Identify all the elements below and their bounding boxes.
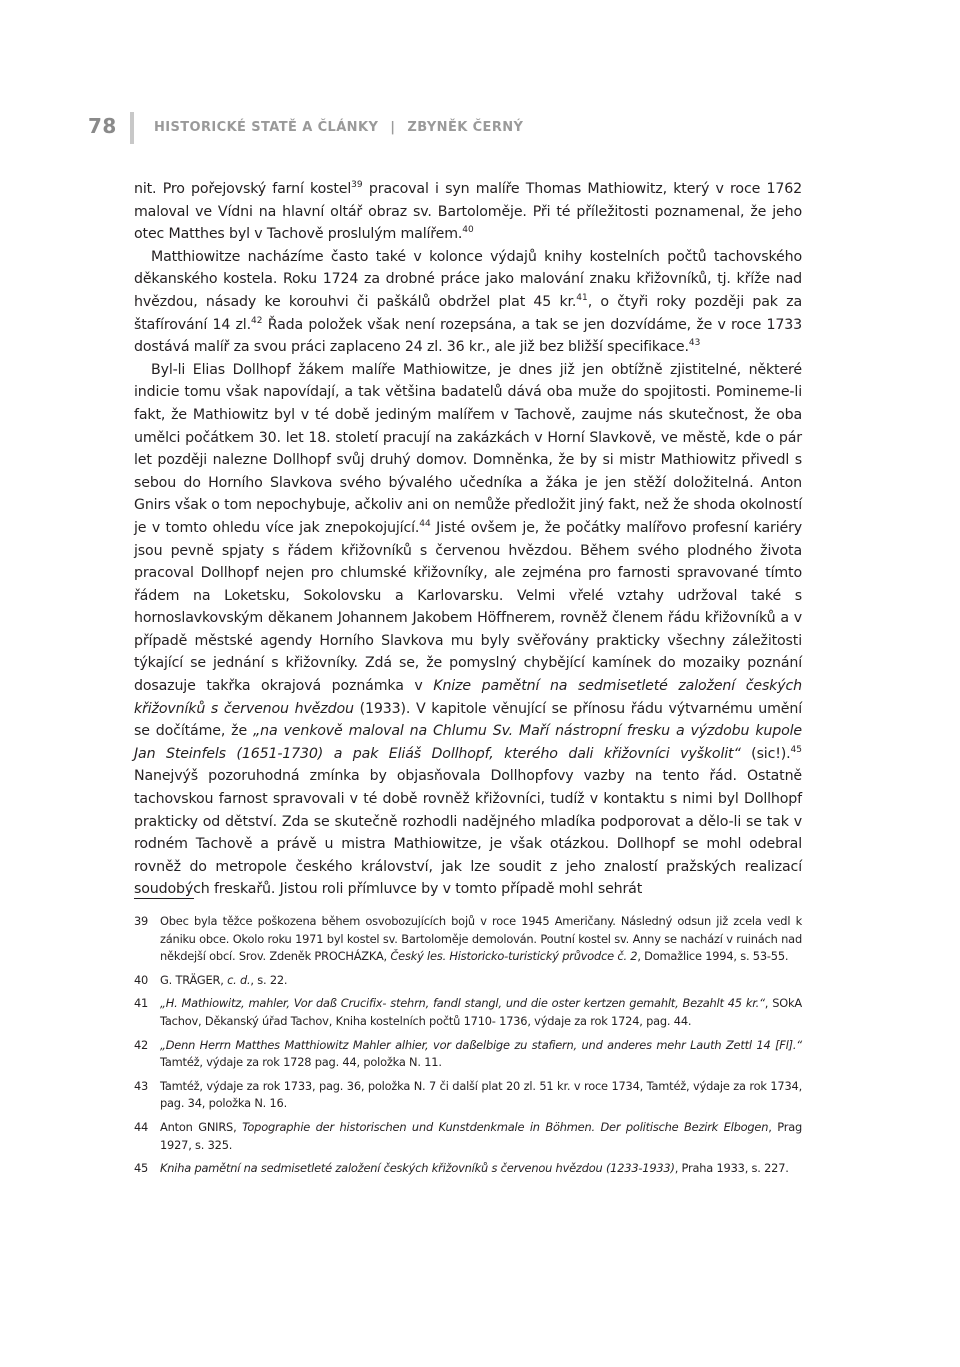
footnote-ref-39[interactable]: 39 — [351, 180, 363, 190]
footnote-text: Obec byla těžce poškozena během osvobozujících bojů v roce 1945 Američany. Následný odsun již zcela vedl k zániku obce. Okolo roku 1971 byl kostel sv. Bartoloměje demolován. Poutní kostel sv. Anny se nachází v ruinách nad někdejší obcí. Srov. Zdeněk PROCHÁZKA, — [160, 914, 802, 964]
footnote-text: , s. 22. — [250, 972, 288, 987]
footnote-italic: Český les. Historicko-turistický průvodce č. 2 — [390, 949, 638, 964]
footnote-41 — [134, 995, 802, 1030]
footnote-number: 40 — [134, 972, 149, 987]
footnote-number: 41 — [134, 996, 149, 1011]
text-run: Řada položek však není rozepsána, a tak se jen dozvídáme, že v roce 1733 dostává malíř za svou práci zaplaceno 24 zl. 36 kr., ale již bez bližší specifikace. — [134, 316, 802, 356]
running-title — [154, 120, 523, 135]
text-run: Nanejvýš pozoruhodná zmínka by objasňovala Dollhopfovy vazby na tento řád. Ostatně tachovskou farnost spravovali v té době rovněž křižovníci, tudíž v kontaktu s nimi byl Dollhopf prakticky od dětství. Zda se skutečně rozhodli nadějného mladíka podporovat a dělo-li se tak v rodném Tachově a právě u mistra Mathiowitze, je však otázkou. Dollhopf se mohl odebral rovněž do metropole českého království, jak lze soudit z jeho znalostí pražských realizací soudobých freskařů. Jistou roli přímluvce by v tomto případě mohl sehrát — [134, 768, 802, 898]
paragraph-3 — [134, 359, 802, 901]
paragraph-1 — [134, 178, 802, 246]
footnote-text: , Prag 1927, s. 325. — [160, 1119, 803, 1152]
quotation: „na venkově maloval na Chlumu Sv. Maří nástropní fresku a výzdobu kupole Jan Steinfels (1651-1730) a pak Eliáš Dollhopf, kterého dali křižovníci vyškolit“ — [134, 723, 802, 762]
footnote-text: Tamtéž, výdaje za rok 1728 pag. 44, položka N. 11. — [160, 1055, 442, 1070]
text-run: , o čtyři roky později pak za štafírování 14 zl. — [134, 293, 802, 333]
footnote-text: , Domažlice 1994, s. 53-55. — [637, 949, 789, 964]
footnote-ref-45[interactable]: 45 — [790, 744, 802, 755]
footnote-italic: Kniha pamětní na sedmisetleté založení českých křižovníků s červenou hvězdou (1233-1933) — [160, 1161, 675, 1176]
author-name: ZBYNĚK ČERNÝ — [407, 120, 524, 135]
text-run: Byl-li Elias Dollhopf žákem malíře Mathiowitze, je dnes již jen obtížně zjistitelné, některé indicie tomu však napovídají, a tak většina badatelů dává oba muže do spojitosti. Pomineme-li fakt, že Mathiowitz byl v té době jediným malířem v Tachově, zaujme nás skutečnost, že oba umělci počátkem 30. let 18. století pracují na zakázkách v Horní Slavkově, ve městě, kde o pár let později nalezne Dollhopf svůj druhý domov. Domněnka, že by si mistr Mathiowitz přivedl s sebou do Horního Slavkova svého bývalého učedníka a žáka je jen stěží doložitelná. Anton Gnirs však o tom nepochybuje, ačkoliv ani on nemůže předložit jiný fakt, než že shoda okolností je v tomto ohledu více jak znepokojující. — [134, 361, 802, 536]
paragraph-2 — [134, 246, 802, 359]
running-header — [88, 112, 888, 144]
footnote-40 — [134, 972, 802, 990]
text-run: Jisté ovšem je, že počátky malířovo profesní kariéry jsou pevně spjaty s řádem křižovníků s červenou hvězdou. Během svého plodného života pracoval Dollhopf nejen pro chlumské křižovníky, ale zejména pro farnosti spravované tímto řádem na Loketsku, Sokolovsku a Karlovarsku. Velmi vřelé vztahy udržoval také s hornoslavkovským děkanem Johannem Jakobem Höffnerem, rovněž členem řádu křižovníků a v případě městské agendy Horního Slavkova mu byly svěřovány prakticky všechny záležitosti týkající se jednání s křižovníky. Zdá se, že pomyslný chybějící kamínek do mozaiky poznání dosazuje takřka okrajová poznámka v — [134, 519, 803, 695]
footnote-number: 45 — [134, 1161, 149, 1176]
footnote-39 — [134, 913, 802, 966]
footnote-number: 39 — [134, 914, 149, 928]
text-run: pracoval i syn malíře Thomas Mathiowitz, který v roce 1762 maloval ve Vídni na hlavní oltář obraz sv. Bartoloměje. Při té příležitosti poznamenal, že jeho otec Matthes byl v Tachově proslulým malířem. — [134, 181, 802, 243]
text-run: (sic!). — [740, 745, 791, 762]
header-separator: | — [390, 120, 396, 135]
text-run: (1933). V kapitole věnující se přínosu řádu výtvarnému umění se dočítáme, že — [134, 700, 802, 740]
footnote-ref-42[interactable]: 42 — [250, 315, 263, 326]
footnote-ref-44[interactable]: 44 — [419, 518, 431, 529]
footnote-italic: „H. Mathiowitz, mahler, Vor daß Crucifix- stehrn, fandl stangl, und die oster kertzen gemahlt, Bezahlt 45 kr.“ — [160, 996, 765, 1011]
footnote-italic: „Denn Herrn Matthes Matthiowitz Mahler alhier, vor daßelbige zu stafiern, und anderes mehr Lauth Zettl 14 [Fl].“ — [160, 1037, 802, 1052]
footnote-number: 42 — [134, 1037, 149, 1052]
footnote-ref-43[interactable]: 43 — [688, 338, 701, 349]
footnote-italic: c. d. — [227, 972, 251, 987]
footnote-44 — [134, 1119, 802, 1154]
footnotes — [134, 913, 802, 1184]
footnote-ref-40[interactable]: 40 — [462, 225, 474, 236]
article-body — [134, 178, 802, 901]
footnote-number: 43 — [134, 1078, 149, 1093]
header-divider-bar — [130, 112, 134, 144]
footnote-42 — [134, 1037, 802, 1072]
footnote-45 — [134, 1160, 802, 1178]
footnote-text: G. TRÄGER, — [160, 972, 228, 987]
footnote-text: Tamtéž, výdaje za rok 1733, pag. 36, položka N. 7 či další plat 20 zl. 51 kr. v roce 1734, Tamtéž, výdaje za rok 1734, pag. 34, položka N. 16. — [160, 1078, 802, 1111]
book-title: Knize pamětní na sedmisetleté založení českých křižovníků s červenou hvězdou — [134, 678, 802, 717]
footnote-italic: Topographie der historischen und Kunstdenkmale in Böhmen. Der politische Bezirk Elbogen — [242, 1119, 769, 1134]
footnote-43 — [134, 1078, 802, 1113]
text-run: Matthiowitze nacházíme často také v kolonce výdajů knihy kostelních počtů tachovského děkanského kostela. Roku 1724 za drobné práce jako malování znaku křižovníků, tj. kříže nad hvězdou, násady ke korouhvi či paškálů obdržel plat 45 kr. — [134, 248, 802, 310]
footnote-text: , Praha 1933, s. 227. — [674, 1161, 789, 1176]
footnote-rule — [134, 898, 194, 899]
footnote-text: , SOkA Tachov, Děkanský úřad Tachov, Kniha kostelních počtů 1710- 1736, výdaje za rok 1724, pag. 44. — [160, 996, 802, 1028]
footnote-text: Anton GNIRS, — [160, 1119, 243, 1134]
text-run: nit. Pro pořejovský farní kostel — [134, 181, 352, 197]
footnote-ref-41[interactable]: 41 — [576, 292, 588, 303]
footnote-number: 44 — [134, 1119, 149, 1134]
page-number: 78 — [88, 114, 117, 138]
section-title: HISTORICKÉ STATĚ A ČLÁNKY — [154, 120, 379, 135]
